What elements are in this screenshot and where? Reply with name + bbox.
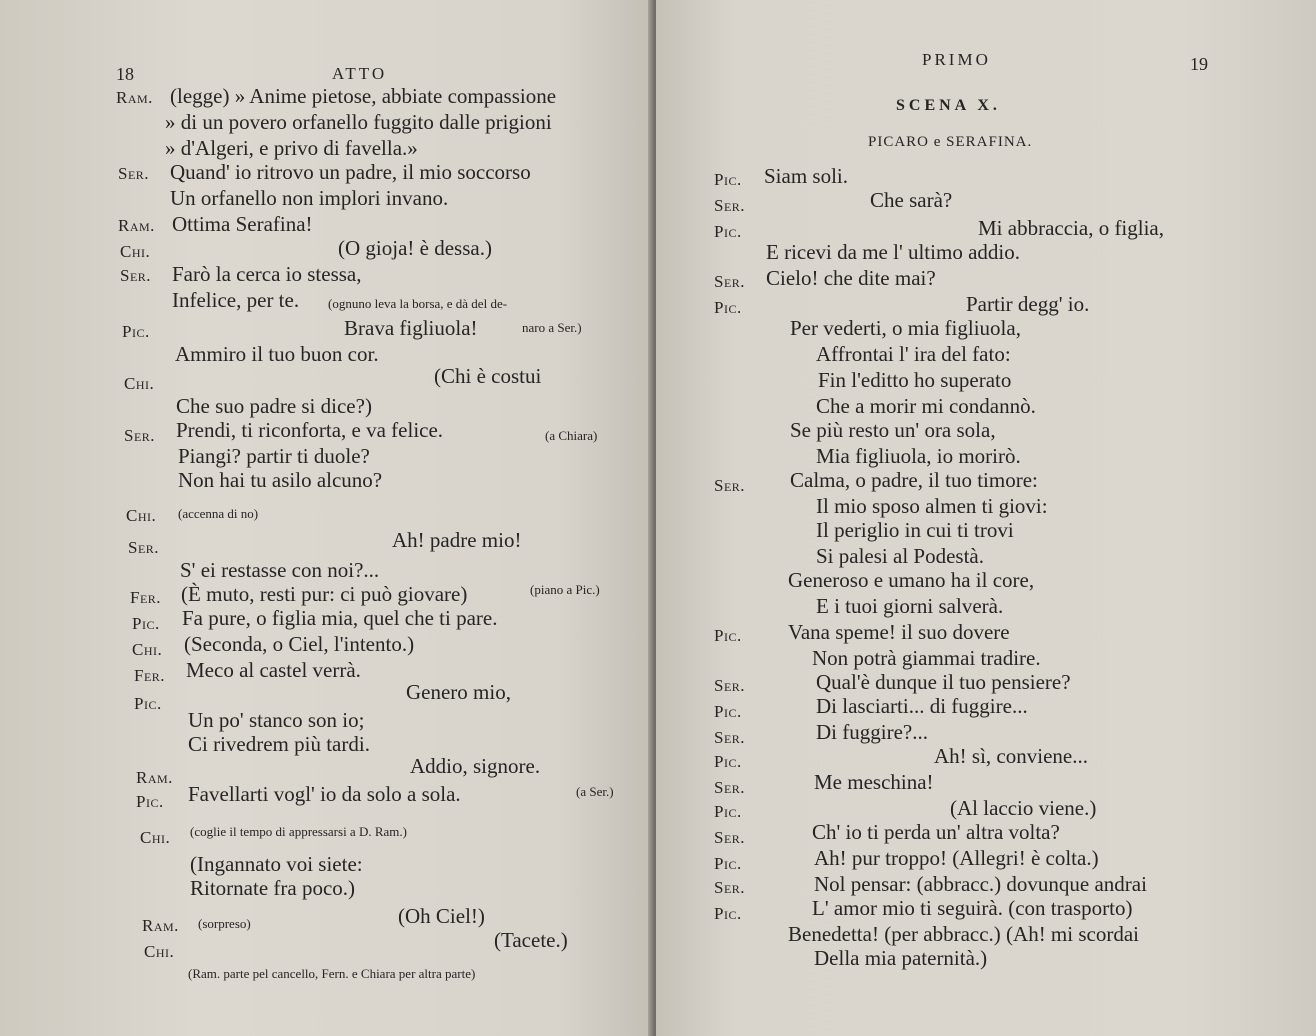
text-line: Meco al castel verrà. — [186, 658, 361, 682]
text-line: Affrontai l' ira del fato: — [816, 342, 1011, 366]
speaker: Ram. — [116, 88, 153, 107]
speaker: Ser. — [714, 778, 746, 797]
text-line: Non potrà giammai tradire. — [812, 646, 1041, 670]
speaker: Pic. — [714, 752, 742, 771]
text-line: » d'Algeri, e privo di favella.» — [165, 136, 418, 160]
speaker: Pic. — [714, 170, 742, 189]
speaker: Chi. — [144, 942, 175, 961]
text-line: (È muto, resti pur: ci può giovare) — [181, 582, 468, 606]
text-line: Ah! sì, conviene... — [934, 744, 1088, 768]
scene-characters: PICARO e SERAFINA. — [868, 134, 1033, 150]
text-line: Nol pensar: (abbracc.) dovunque andrai — [814, 872, 1147, 896]
speaker: Pic. — [132, 614, 160, 633]
stage-direction: (Ram. parte pel cancello, Fern. e Chiara per altra parte) — [188, 966, 476, 981]
text-line: Siam soli. — [764, 164, 849, 188]
running-head: PRIMO — [922, 50, 991, 69]
text-line: Partir degg' io. — [966, 292, 1090, 316]
text-line: Ch' io ti perda un' altra volta? — [812, 820, 1060, 844]
text-line: E ricevi da me l' ultimo addio. — [766, 240, 1020, 264]
speaker: Pic. — [122, 322, 150, 341]
text-line: Infelice, per te. — [172, 288, 300, 312]
speaker: Ser. — [714, 272, 746, 291]
text-line: Un orfanello non implori invano. — [170, 186, 449, 210]
stage-direction: (a Ser.) — [576, 784, 614, 799]
text-line: Per vederti, o mia figliuola, — [790, 316, 1021, 340]
speaker: Ser. — [714, 878, 746, 897]
text-line: Ah! pur troppo! (Allegri! è colta.) — [814, 846, 1099, 870]
speaker: Ser. — [714, 476, 746, 495]
speaker: Ser. — [118, 164, 150, 183]
stage-direction: (piano a Pic.) — [530, 582, 600, 597]
text-line: Ah! padre mio! — [392, 528, 522, 552]
speaker: Pic. — [714, 702, 742, 721]
text-line: Brava figliuola! — [344, 316, 478, 340]
text-line: Che sarà? — [870, 188, 953, 212]
speaker: Pic. — [136, 792, 164, 811]
scene-heading: SCENA X. — [896, 97, 1001, 114]
speaker: Pic. — [714, 298, 742, 317]
text-line: Non hai tu asilo alcuno? — [178, 468, 383, 492]
text-line: (Al laccio viene.) — [950, 796, 1097, 820]
text-line: Addio, signore. — [410, 754, 541, 778]
text-line: Generoso e umano ha il core, — [788, 568, 1035, 592]
text-line: (Seconda, o Ciel, l'intento.) — [184, 632, 415, 656]
page-number: 18 — [116, 64, 134, 84]
text-line: Genero mio, — [406, 680, 511, 704]
speaker: Ser. — [124, 426, 156, 445]
text-line: Il periglio in cui ti trovi — [816, 518, 1014, 542]
stage-direction: (accenna di no) — [178, 506, 259, 521]
speaker: Fer. — [130, 588, 162, 607]
text-line: Che a morir mi condannò. — [816, 394, 1036, 418]
text-line: Di lasciarti... di fuggire... — [816, 694, 1028, 718]
speaker: Fer. — [134, 666, 166, 685]
text-line: Farò la cerca io stessa, — [172, 262, 362, 286]
speaker: Ser. — [714, 196, 746, 215]
speaker: Pic. — [714, 854, 742, 873]
speaker: Ram. — [142, 916, 179, 935]
text-line: Favellarti vogl' io da solo a sola. — [188, 782, 461, 806]
text-line: Benedetta! (per abbracc.) (Ah! mi scordai — [788, 922, 1139, 946]
running-head: ATTO — [332, 64, 388, 83]
speaker: Chi. — [132, 640, 163, 659]
speaker: Ser. — [128, 538, 160, 557]
speaker: Ser. — [120, 266, 152, 285]
text-line: (legge) » Anime pietose, abbiate compassione — [170, 84, 557, 108]
speaker: Pic. — [714, 802, 742, 821]
text-line: Fin l'editto ho superato — [818, 368, 1012, 392]
page-number: 19 — [1190, 54, 1208, 74]
text-line: (Chi è costui — [434, 364, 542, 388]
text-line: E i tuoi giorni salverà. — [816, 594, 1004, 618]
speaker: Chi. — [124, 374, 155, 393]
text-line: Qual'è dunque il tuo pensiere? — [816, 670, 1071, 694]
speaker: Pic. — [714, 222, 742, 241]
speaker: Ser. — [714, 676, 746, 695]
text-line: (Tacete.) — [494, 928, 568, 952]
text-line: Calma, o padre, il tuo timore: — [790, 468, 1038, 492]
text-line: Ci rivedrem più tardi. — [188, 732, 370, 756]
speaker: Chi. — [120, 242, 151, 261]
speaker: Ser. — [714, 828, 746, 847]
text-line: Un po' stanco son io; — [188, 708, 365, 732]
text-line: Si palesi al Podestà. — [816, 544, 984, 568]
text-line: Quand' io ritrovo un padre, il mio soccorso — [170, 160, 531, 184]
text-line: Ammiro il tuo buon cor. — [175, 342, 379, 366]
stage-direction: naro a Ser.) — [522, 320, 582, 335]
text-line: Ritornate fra poco.) — [190, 876, 356, 900]
speaker: Ser. — [714, 728, 746, 747]
text-line: Il mio sposo almen ti giovi: — [816, 494, 1048, 518]
text-line: Ottima Serafina! — [172, 212, 313, 236]
right-page — [656, 0, 1316, 1036]
stage-direction: (a Chiara) — [545, 428, 598, 443]
speaker: Ram. — [118, 216, 155, 235]
speaker: Chi. — [140, 828, 171, 847]
speaker: Pic. — [714, 626, 742, 645]
text-line: (Ingannato voi siete: — [190, 852, 363, 876]
text-line: Mia figliuola, io morirò. — [816, 444, 1021, 468]
stage-direction: (ognuno leva la borsa, e dà del de- — [328, 296, 508, 311]
speaker: Ram. — [136, 768, 173, 787]
speaker: Chi. — [126, 506, 157, 525]
text-line: (Oh Ciel!) — [398, 904, 485, 928]
text-line: Di fuggire?... — [816, 720, 928, 744]
speaker: Pic. — [714, 904, 742, 923]
text-line: (O gioja! è dessa.) — [338, 236, 492, 260]
text-line: Mi abbraccia, o figlia, — [978, 216, 1165, 240]
text-line: Piangi? partir ti duole? — [178, 444, 370, 468]
text-line: Me meschina! — [814, 770, 934, 794]
left-page — [0, 0, 654, 1036]
text-line: Fa pure, o figlia mia, quel che ti pare. — [182, 606, 498, 630]
text-line: Cielo! che dite mai? — [766, 266, 936, 290]
text-line: » di un povero orfanello fuggito dalle prigioni — [165, 110, 552, 134]
text-line: L' amor mio ti seguirà. (con trasporto) — [812, 896, 1133, 920]
text-line: Vana speme! il suo dovere — [788, 620, 1010, 644]
text-line: Che suo padre si dice?) — [176, 394, 372, 418]
text-line: Prendi, ti riconforta, e va felice. — [176, 418, 444, 442]
text-line: Della mia paternità.) — [814, 946, 988, 970]
stage-direction: (sorpreso) — [198, 916, 251, 931]
text-line: S' ei restasse con noi?... — [180, 558, 380, 582]
stage-direction: (coglie il tempo di appressarsi a D. Ram.) — [190, 824, 407, 839]
speaker: Pic. — [134, 694, 162, 713]
text-line: Se più resto un' ora sola, — [790, 418, 996, 442]
